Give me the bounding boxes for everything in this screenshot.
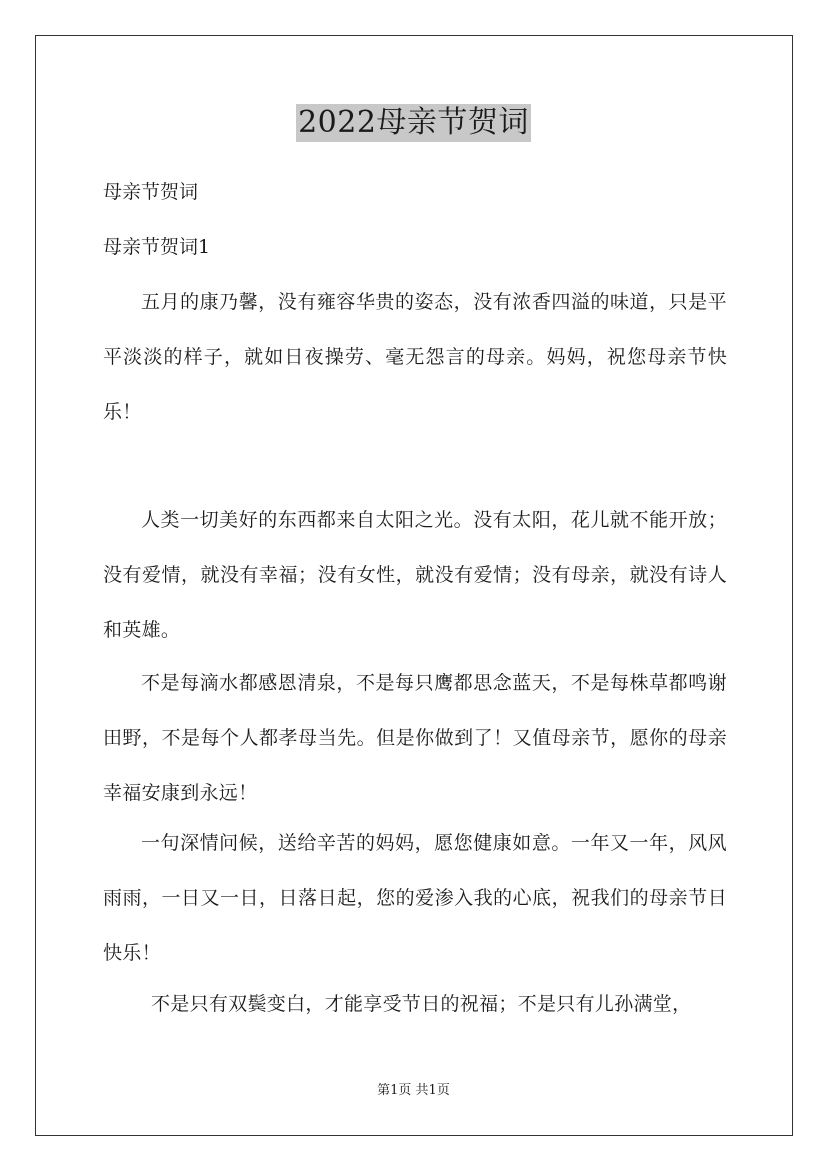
title-container — [0, 104, 827, 142]
paragraph-1: 五月的康乃馨，没有雍容华贵的姿态，没有浓香四溢的味道，只是平平淡淡的样子，就如日夜操劳、毫无怨言的母亲。妈妈，祝您母亲节快乐！ — [103, 291, 727, 423]
paragraph-2: 人类一切美好的东西都来自太阳之光。没有太阳，花儿就不能开放；没有爱情，就没有幸福；没有女性，就没有爱情；没有母亲，就没有诗人和英雄。 — [103, 509, 727, 641]
paragraph-5: 不是只有双鬓变白，才能享受节日的祝福；不是只有儿孙满堂， — [151, 993, 692, 1015]
document-heading: 母亲节贺词 — [103, 181, 199, 203]
paragraph-3: 不是每滴水都感恩清泉，不是每只鹰都思念蓝天，不是每株草都鸣谢田野，不是每个人都孝母当先。但是你做到了！又值母亲节，愿你的母亲幸福安康到永远！ — [103, 672, 727, 804]
paragraph-4: 一句深情问候，送给辛苦的妈妈，愿您健康如意。一年又一年，风风雨雨，一日又一日，日落日起，您的爱渗入我的心底，祝我们的母亲节日快乐！ — [103, 832, 727, 964]
document-subheading: 母亲节贺词1 — [103, 236, 211, 258]
document-title: 2022母亲节贺词 — [298, 105, 529, 140]
page-footer: 第1页 共1页 — [377, 1083, 450, 1098]
